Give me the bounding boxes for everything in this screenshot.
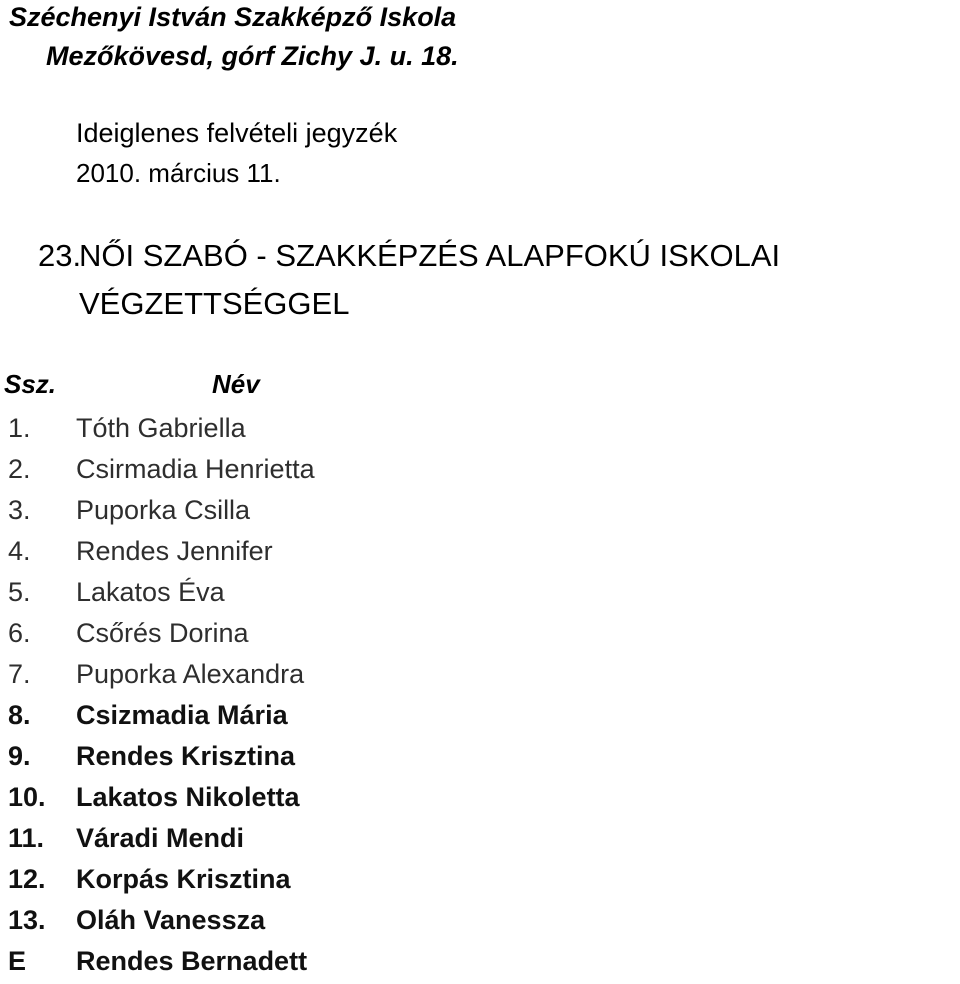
table-row xyxy=(0,656,960,697)
row-number: 1. xyxy=(8,413,31,443)
table-row xyxy=(0,861,960,902)
row-number: 7. xyxy=(8,659,31,689)
row-number: 5. xyxy=(8,577,31,607)
table-row xyxy=(0,574,960,615)
row-number: 4. xyxy=(8,536,31,566)
row-name: Puporka Alexandra xyxy=(76,659,305,689)
row-name: Korpás Krisztina xyxy=(76,864,291,894)
column-header-name: Név xyxy=(212,369,260,399)
school-name: Széchenyi István Szakképző Iskola xyxy=(9,2,457,32)
row-name: Csizmadia Mária xyxy=(76,700,288,730)
row-name: Rendes Jennifer xyxy=(76,536,273,566)
table-row xyxy=(0,533,960,574)
row-name: Csőrés Dorina xyxy=(76,618,249,648)
row-number: 11. xyxy=(8,823,45,853)
row-number: 12. xyxy=(8,864,46,894)
row-name: Oláh Vanessza xyxy=(76,905,266,935)
row-number: 6. xyxy=(8,618,31,648)
row-number: 10. xyxy=(8,782,46,812)
list-title: Ideiglenes felvételi jegyzék xyxy=(76,118,398,148)
row-number: 2. xyxy=(8,454,31,484)
row-number: 9. xyxy=(8,741,31,771)
table-row xyxy=(0,492,960,533)
list-date: 2010. március 11. xyxy=(76,158,281,188)
program-number: 23. xyxy=(38,238,82,273)
table-row xyxy=(0,820,960,861)
table-row xyxy=(0,902,960,943)
admission-list xyxy=(0,410,960,984)
row-number: 8. xyxy=(8,700,31,730)
table-row xyxy=(0,697,960,738)
row-name: Tóth Gabriella xyxy=(76,413,246,443)
table-row xyxy=(0,943,960,984)
school-address: Mezőkövesd, górf Zichy J. u. 18. xyxy=(46,41,459,71)
row-name: Rendes Bernadett xyxy=(76,946,308,976)
row-number: 13. xyxy=(8,905,46,935)
table-row xyxy=(0,779,960,820)
table-row xyxy=(0,451,960,492)
row-name: Rendes Krisztina xyxy=(76,741,296,771)
row-name: Váradi Mendi xyxy=(76,823,245,853)
row-name: Puporka Csilla xyxy=(76,495,251,525)
row-number: 3. xyxy=(8,495,31,525)
row-name: Lakatos Éva xyxy=(76,577,225,607)
row-name: Lakatos Nikoletta xyxy=(76,782,300,812)
row-number: E xyxy=(8,946,27,976)
row-name: Csirmadia Henrietta xyxy=(76,454,315,484)
program-title: NŐI SZABÓ - SZAKKÉPZÉS ALAPFOKÚ ISKOLAI VÉGZETTSÉGGEL xyxy=(79,238,781,321)
table-row xyxy=(0,738,960,779)
column-header-number: Ssz. xyxy=(4,369,57,399)
table-row xyxy=(0,410,960,451)
table-row xyxy=(0,615,960,656)
